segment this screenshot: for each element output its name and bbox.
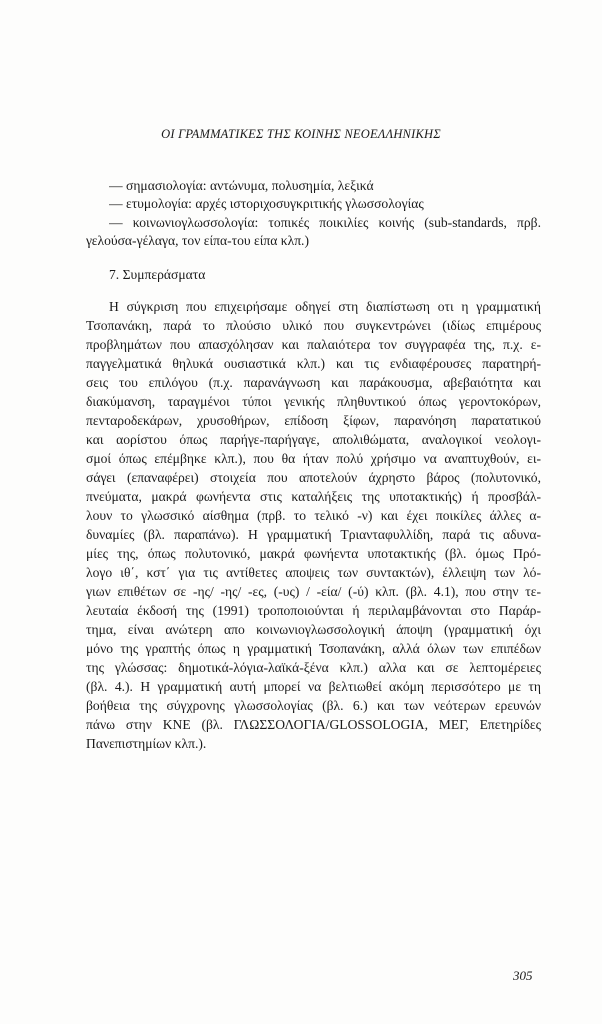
list-item-continuation: γελούσα-γέλαγα, τον είπα-του είπα κλπ.) bbox=[86, 233, 309, 248]
paragraph-line: προβλημάτων που απασχόλησαν και παλαιότερα τον συγγραφέα της, π.χ. ε- bbox=[86, 337, 541, 352]
paragraph-line: παγγελματικά θηλυκά ουσιαστικά κλπ.) και τις ενδιαφέρουσες παρατηρή- bbox=[86, 356, 541, 371]
paragraph-line: τημα, είναι ανώτερη απο κοινωνιογλωσσολογική άποψη (γραμματική όχι bbox=[86, 622, 541, 637]
paragraph-line: πνεύματα, μακρά φωνήεντα στις καταλήξεις της υποτακτικής) ή προσβάλ- bbox=[86, 489, 541, 504]
paragraph-line: δυναμίες (βλ. παραπάνω). Η γραμματική Τριανταφυλλίδη, παρά τις αδυνα- bbox=[86, 527, 541, 542]
paragraph-line: πάνω στην ΚΝΕ (βλ. ΓΛΩΣΣΟΛΟΓΙΑ/GLOSSOLOGIA, ΜΕΓ, Επετηρίδες bbox=[86, 717, 541, 732]
paragraph-line: Η σύγκριση που επιχειρήσαμε οδηγεί στη διαπίστωση οτι η γραμματική bbox=[109, 299, 541, 314]
paragraph-line: μόνο της γραπτής όπως η γραμματική Τσοπανάκη, αλλά όλων των επιπέδων bbox=[86, 641, 541, 656]
paragraph-line: λογο ιθ΄, κστ΄ για τις αντίθετες αποψεις των συντακτών), έλλειψη των λό- bbox=[86, 565, 541, 580]
paragraph-line: Πανεπιστημίων κλπ.). bbox=[86, 736, 207, 751]
paragraph-line: διακύμανση, ταραγμένοι τύποι γενικής πληθυντικού όπως γεροντοκόρων, bbox=[86, 394, 541, 409]
paragraph-line: (βλ. 4.). Η γραμματική αυτή μπορεί να βελτιωθεί ακόμη περισσότερο με τη bbox=[86, 679, 541, 694]
paragraph-line: βοήθεια της σύγχρονης γλωσσολογίας (βλ. 6.) και των νεότερων ερευνών bbox=[86, 698, 541, 713]
paragraph-line: Τσοπανάκη, παρά το πλούσιο υλικό που συγκεντρώνει (ιδίως επιμέρους bbox=[86, 318, 541, 333]
page-number: 305 bbox=[513, 968, 533, 983]
paragraph-line: λουν το γλωσσικό αίσθημα (πρβ. το τελικό -ν) και έχει ποικίλες άλλες α- bbox=[86, 508, 541, 523]
list-item: — ετυμολογία: αρχές ιστοριχοσυγκριτικής γλωσσολογίας bbox=[109, 196, 424, 211]
paragraph-line: της γλώσσας: δημοτικά-λόγια-λαϊκά-ξένα κλπ.) αλλα και σε λεπτομέρειες bbox=[86, 660, 541, 675]
paragraph-line: σάγει (επαναφέρει) στοιχεία που αποτελούν άχρηστο βάρος (πολυτονικό, bbox=[86, 470, 541, 485]
paragraph-line: σεις του επιλόγου (π.χ. παρανάγνωση και παράκουσμα, αβεβαιότητα και bbox=[86, 375, 541, 390]
list-item: — κοινωνιογλωσσολογία: τοπικές ποικιλίες κοινής (sub-standards, πρβ. bbox=[109, 215, 541, 230]
list-item: — σημασιολογία: αντώνυμα, πολυσημία, λεξικά bbox=[109, 178, 374, 193]
paragraph-line: και αορίστου όπως παρήγε-παρήγαγε, απολιθώματα, αναλογικοί νεολογι- bbox=[86, 432, 541, 447]
paragraph-line: λευταία έκδοσή της (1991) τροποποιούνται ή περιλαμβάνονται στο Παράρ- bbox=[86, 603, 541, 618]
paragraph-line: γιων επιθέτων σε -ης/ -ης/ -ες, (-υς) / -εία/ (-ύ) κλπ. (βλ. 4.1), που στην τε- bbox=[86, 584, 541, 599]
section-heading: 7. Συμπεράσματα bbox=[109, 267, 206, 282]
paragraph-line: πενταροδεκάρων, χρυσοθήρων, επίδοση ξίφων, παρανόηση παρατατικού bbox=[86, 413, 541, 428]
paragraph-line: μίες της, όπως πολυτονικό, μακρά φωνήεντα υποτακτικής (βλ. όμως Πρό- bbox=[86, 546, 541, 561]
paragraph-line: σμοί όπως επέμβηκε κλπ.), που θα ήταν πολύ χρήσιμο να αναπτυχθούν, ει- bbox=[86, 451, 541, 466]
running-head: ΟΙ ΓΡΑΜΜΑΤΙΚΕΣ ΤΗΣ ΚΟΙΝΗΣ ΝΕΟΕΛΛΗΝΙΚΗΣ bbox=[161, 127, 441, 141]
